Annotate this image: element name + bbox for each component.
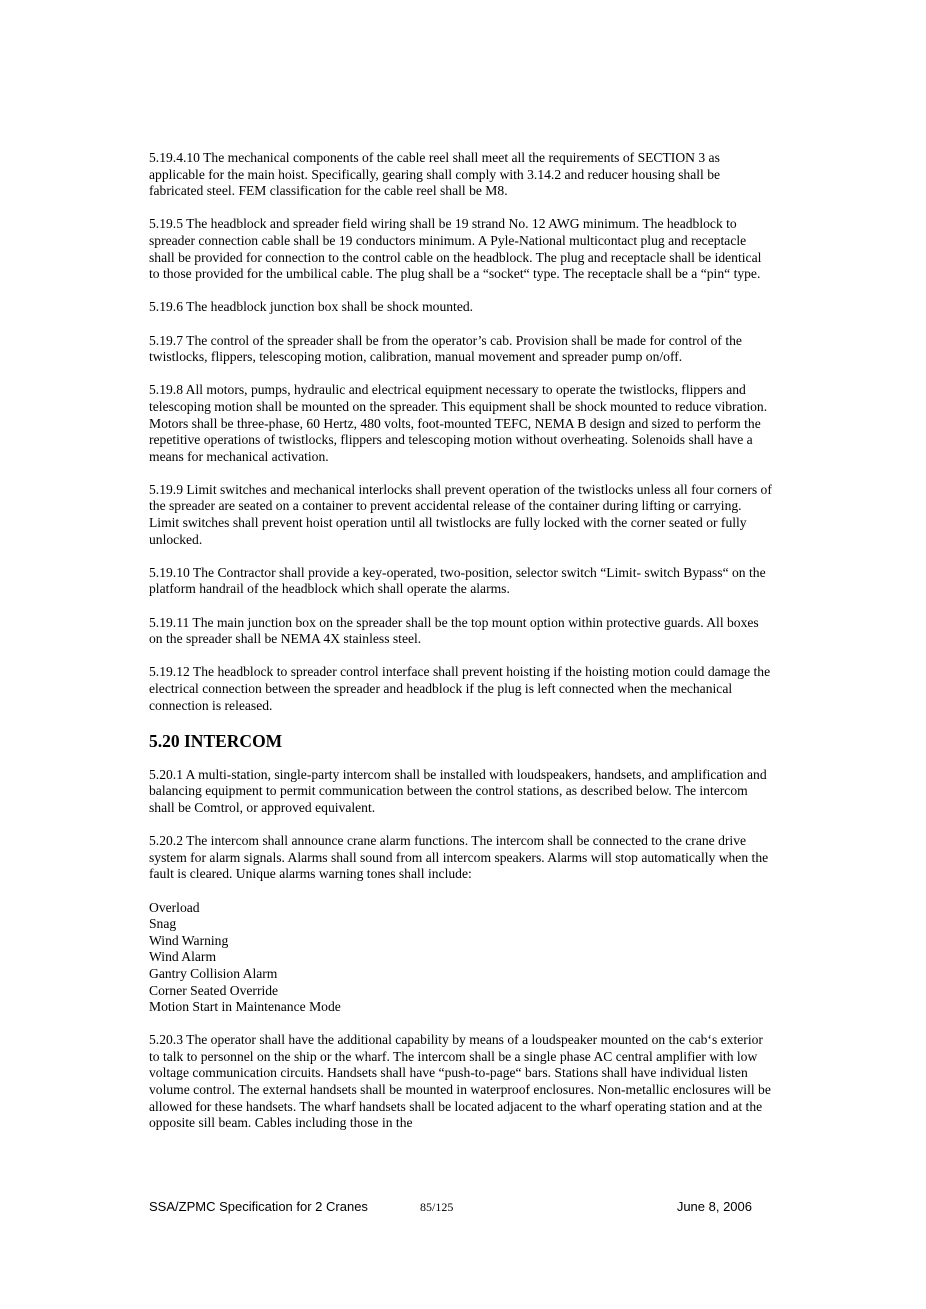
page-footer <box>149 1198 752 1216</box>
list-item: Wind Alarm <box>149 949 217 965</box>
list-item: Corner Seated Override <box>149 982 279 998</box>
paragraph-5-20-3: 5.20.3 The operator shall have the additional capability by means of a loudspeaker mounted on the cab‘s exterior to talk to personnel on the ship or the wharf. The intercom shall be a single phase AC central amplifier with low voltage communication circuits. Handsets shall have “push-to-page“ bars. Stations shall have individual listen volume control. The external handsets shall be mounted in waterproof enclosures. Non-metallic enclosures will be allowed for these handsets. The wharf handsets shall be located adjacent to the wharf operating station and at the opposite sill beam. Cables including those in the <box>149 1032 771 1131</box>
list-item: Gantry Collision Alarm <box>149 965 278 981</box>
paragraph-5-19-12: 5.19.12 The headblock to spreader control interface shall prevent hoisting if the hoisting motion could damage the electrical connection between the spreader and headblock if the plug is left connected when the mechanical connection is released. <box>149 664 771 713</box>
footer-page-number: 85/125 <box>420 1200 454 1214</box>
paragraph-5-19-8: 5.19.8 All motors, pumps, hydraulic and electrical equipment necessary to operate the twistlocks, flippers and telescoping motion shall be mounted on the spreader. This equipment shall be shock mounted to reduce vibration. Motors shall be three-phase, 60 Hertz, 480 volts, foot-mounted TEFC, NEMA B design and sized to perform the repetitive operations of twistlocks, flippers and telescoping motion without overheating. Solenoids shall have a means for mechanical activation. <box>149 382 768 464</box>
paragraph-5-19-7: 5.19.7 The control of the spreader shall be from the operator’s cab. Provision shall be made for control of the twistlocks, flippers, telescoping motion, calibration, manual movement and spreader pump on/off. <box>149 332 742 365</box>
list-item: Snag <box>149 916 177 932</box>
footer-date: June 8, 2006 <box>676 1199 752 1214</box>
alarm-list <box>149 900 774 1016</box>
page-body <box>149 150 774 1148</box>
list-item: Overload <box>149 899 200 915</box>
paragraph-5-19-5: 5.19.5 The headblock and spreader field wiring shall be 19 strand No. 12 AWG minimum. The headblock to spreader connection cable shall be 19 conductors minimum. A Pyle-National multicontact plug and receptacle shall be provided for connection to the control cable on the headblock. The plug and receptacle shall be identical to those provided for the umbilical cable. The plug shall be a “socket“ type. The receptacle shall be a “pin“ type. <box>149 216 762 282</box>
section-heading: 5.20 INTERCOM <box>149 730 283 751</box>
paragraph-5-19-6: 5.19.6 The headblock junction box shall be shock mounted. <box>149 299 474 315</box>
paragraph-5-19-4-10: 5.19.4.10 The mechanical components of the cable reel shall meet all the requirements of SECTION 3 as applicable for the main hoist. Specifically, gearing shall comply with 3.14.2 and reducer housing shall be fabricated steel. FEM classification for the cable reel shall be M8. <box>149 150 721 199</box>
paragraph-5-19-10: 5.19.10 The Contractor shall provide a key-operated, two-position, selector switch “Limit- switch Bypass“ on the platform handrail of the headblock which shall operate the alarms. <box>149 564 766 597</box>
paragraph-5-19-11: 5.19.11 The main junction box on the spreader shall be the top mount option within protective guards. All boxes on the spreader shall be NEMA 4X stainless steel. <box>149 614 759 647</box>
paragraph-5-20-2: 5.20.2 The intercom shall announce crane alarm functions. The intercom shall be connected to the crane drive system for alarm signals. Alarms shall sound from all intercom speakers. Alarms will stop automatically when the fault is cleared. Unique alarms warning tones shall include: <box>149 833 769 882</box>
list-item: Motion Start in Maintenance Mode <box>149 999 341 1015</box>
paragraph-5-19-9: 5.19.9 Limit switches and mechanical interlocks shall prevent operation of the twistlocks unless all four corners of the spreader are seated on a container to prevent accidental release of the container during lifting or carrying. Limit switches shall prevent hoist operation until all twistlocks are fully locked with the corner seated or fully unlocked. <box>149 481 772 547</box>
footer-document-title: SSA/ZPMC Specification for 2 Cranes <box>149 1199 368 1214</box>
list-item: Wind Warning <box>149 932 229 948</box>
paragraph-5-20-1: 5.20.1 A multi-station, single-party intercom shall be installed with loudspeakers, handsets, and amplification and balancing equipment to permit communication between the control stations, as described below. The intercom shall be Comtrol, or approved equivalent. <box>149 766 767 815</box>
